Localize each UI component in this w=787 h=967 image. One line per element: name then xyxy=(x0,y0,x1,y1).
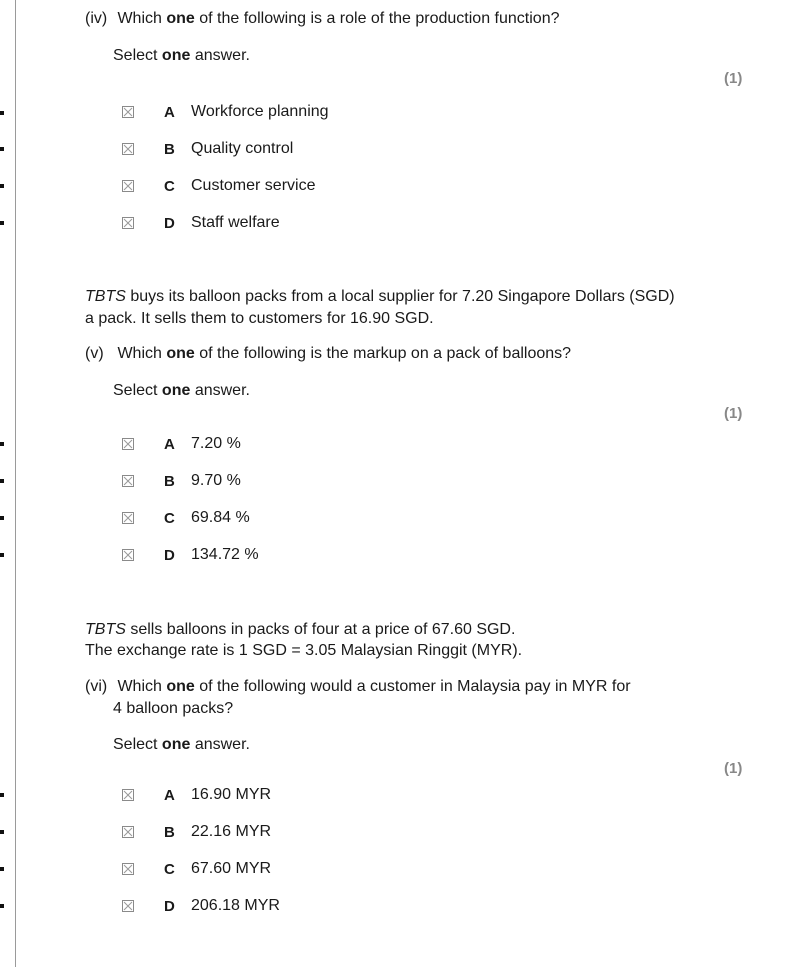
margin-tick xyxy=(0,867,4,871)
answer-checkbox[interactable] xyxy=(122,143,134,155)
option-vi-a[interactable]: A 16.90 MYR xyxy=(122,785,134,805)
option-v-b[interactable]: B 9.70 % xyxy=(122,471,134,491)
question-v-stem-line2: a pack. It sells them to customers for 16.90 SGD. xyxy=(85,310,434,327)
question-v-stem-line1: TBTS buys its balloon packs from a local supplier for 7.20 Singapore Dollars (SGD) xyxy=(85,288,675,305)
answer-checkbox[interactable] xyxy=(122,900,134,912)
question-v-instruction: Select one answer. xyxy=(113,382,250,399)
margin-tick xyxy=(0,479,4,483)
answer-checkbox[interactable] xyxy=(122,789,134,801)
margin-tick xyxy=(0,111,4,115)
answer-checkbox[interactable] xyxy=(122,475,134,487)
answer-checkbox[interactable] xyxy=(122,180,134,192)
margin-tick xyxy=(0,553,4,557)
option-vi-d[interactable]: D 206.18 MYR xyxy=(122,896,134,916)
question-number: (vi) xyxy=(85,678,108,695)
question-iv-instruction: Select one answer. xyxy=(113,47,250,64)
option-iv-a[interactable]: A Workforce planning xyxy=(122,102,134,122)
question-v-text: (v) Which one of the following is the markup on a pack of balloons? xyxy=(85,345,572,362)
option-v-d[interactable]: D 134.72 % xyxy=(122,545,134,565)
option-vi-b[interactable]: B 22.16 MYR xyxy=(122,822,134,842)
question-vi-stem-line1: TBTS sells balloons in packs of four at a price of 67.60 SGD. xyxy=(85,621,516,638)
option-iv-d[interactable]: D Staff welfare xyxy=(122,213,134,233)
answer-checkbox[interactable] xyxy=(122,106,134,118)
page-margin-line xyxy=(15,0,16,967)
answer-checkbox[interactable] xyxy=(122,549,134,561)
margin-tick xyxy=(0,442,4,446)
option-iv-b[interactable]: B Quality control xyxy=(122,139,134,159)
answer-checkbox[interactable] xyxy=(122,863,134,875)
margin-tick xyxy=(0,516,4,520)
option-iv-c[interactable]: C Customer service xyxy=(122,176,134,196)
option-v-a[interactable]: A 7.20 % xyxy=(122,434,134,454)
question-iv-marks: (1) xyxy=(724,70,743,87)
answer-checkbox[interactable] xyxy=(122,512,134,524)
margin-tick xyxy=(0,793,4,797)
question-vi-instruction: Select one answer. xyxy=(113,736,250,753)
question-vi-stem-line2: The exchange rate is 1 SGD = 3.05 Malaysian Ringgit (MYR). xyxy=(85,642,523,659)
margin-tick xyxy=(0,184,4,188)
question-v-marks: (1) xyxy=(724,405,743,422)
question-number: (v) xyxy=(85,345,104,362)
margin-tick xyxy=(0,147,4,151)
answer-checkbox[interactable] xyxy=(122,217,134,229)
question-vi-text: (vi) Which one of the following would a customer in Malaysia pay in MYR for xyxy=(85,678,631,695)
margin-tick xyxy=(0,221,4,225)
question-number: (iv) xyxy=(85,10,108,27)
option-v-c[interactable]: C 69.84 % xyxy=(122,508,134,528)
answer-checkbox[interactable] xyxy=(122,826,134,838)
answer-checkbox[interactable] xyxy=(122,438,134,450)
question-vi-text-line2: 4 balloon packs? xyxy=(113,700,234,717)
question-iv-text: (iv) Which one of the following is a role of the production function? xyxy=(85,10,560,27)
margin-tick xyxy=(0,904,4,908)
margin-tick xyxy=(0,830,4,834)
question-vi-marks: (1) xyxy=(724,760,743,777)
option-vi-c[interactable]: C 67.60 MYR xyxy=(122,859,134,879)
